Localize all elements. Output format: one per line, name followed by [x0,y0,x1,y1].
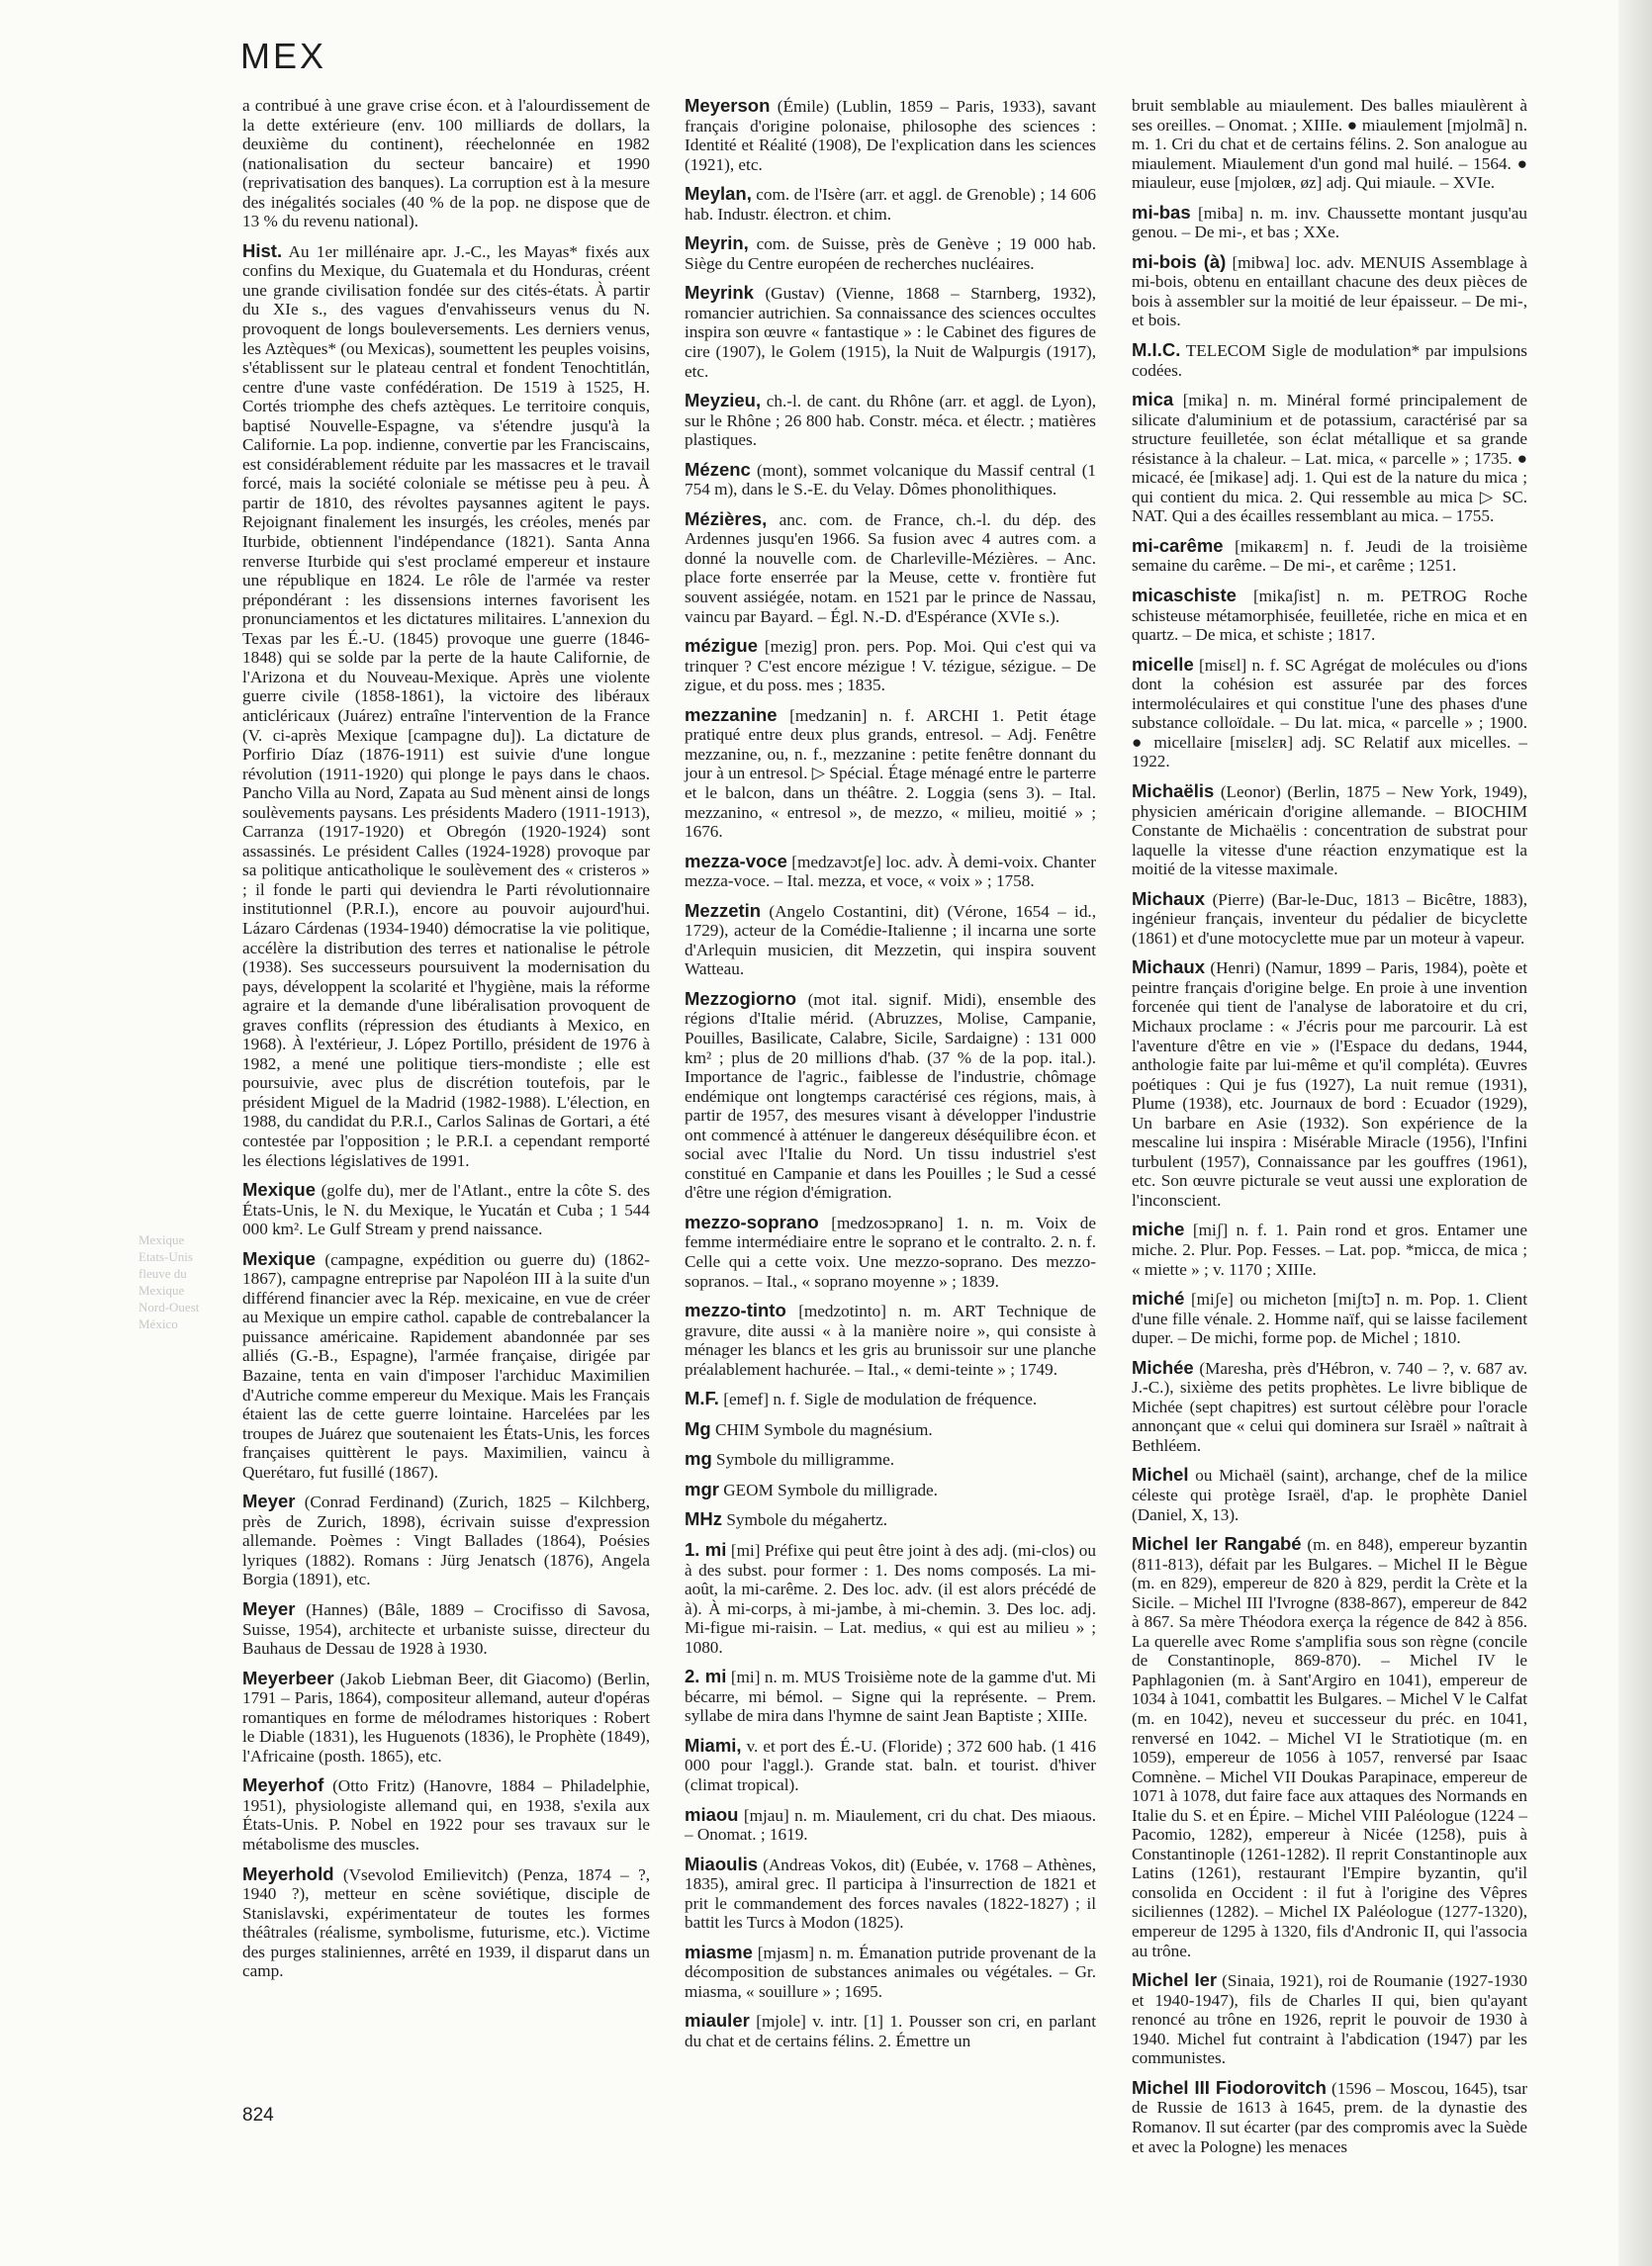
dictionary-entry [685,1301,1096,1379]
entry-headword: Meyerhof [242,1774,324,1796]
dictionary-entry [685,1736,1096,1795]
dictionary-entry [1132,1289,1527,1348]
entry-definition: [mikaʃist] n. m. PETROG Roche schisteuse métamorphisée, feuilletée, riche en mica et en quartz. – De mica, et schiste ; 1817. [1132,587,1527,645]
entry-definition: (Leonor) (Berlin, 1875 – New York, 1949), physicien américain d'origine allemande. – BIOCHIM Constante de Michaëlis : concentration de substrat pour laquelle la vitesse d'une réaction enzymatique est la moitié de la vitesse maximale. [1132,781,1528,879]
dictionary-entry [685,233,1096,273]
dictionary-entry [685,1389,1096,1409]
entry-definition: (Vsevolod Emilievitch) (Penza, 1874 – ?, 1940 ?), metteur en scène soviétique, disciple de Stanislavski, expérimentateur de toutes les formes théâtrales (réalisme, symbolisme, futurisme, etc.). Victime des purges staliniennes, arrêté en 1939, il disparut dans un camp. [242,1864,650,1981]
entry-headword: M.F. [685,1388,719,1409]
entry-definition: (Pierre) (Bar-le-Duc, 1813 – Bicêtre, 1883), ingénieur français, inventeur du pédalier de bicyclette (1861) et d'une motocyclette mue par un moteur à vapeur. [1132,889,1528,948]
dictionary-entry [242,1775,650,1854]
entry-definition: ch.-l. de cant. du Rhône (arr. et aggl. de Lyon), sur le Rhône ; 26 800 hab. Constr. méca. et électr. ; matières plastiques. [685,392,1096,450]
entry-definition: [medzotinto] n. m. ART Technique de gravure, dite aussi « à la manière noire », qui consiste à ménager les blancs et les gris au brunissoir sur une planche préalablement hachurée. – Ital., « demi-teinte » ; 1749. [685,1302,1096,1379]
entry-definition: (Henri) (Namur, 1899 – Paris, 1984), poète et peintre français d'origine belge. En proie à une invention forcenée qui tient de l'analyse de laboratoire et du cri, Michaux proclame : « J'écris pour me parcourir. Là est l'aventure d'être en vie » (l'Espace du dedans, 1944, anthologie faite par lui-même et qu'il compléta). Œuvres poétiques : Qui je fus (1927), La nuit remue (1931), Plume (1938), etc. Journaux de bord : Ecuador (1929), Un barbare en Asie (1932). Son expérience de la mescaline lui inspira : Misérable Miracle (1956), l'Infini turbulent (1957), Connaissance par les gouffres (1961), etc. Son œuvre picturale se veut aussi une exploration de l'inconscient. [1132,958,1527,1210]
entry-definition: (Andreas Vokos, dit) (Eubée, v. 1768 – Athènes, 1835), amiral grec. Il participa à l'insurrection de 1821 et prit le commandement des forces navales (1822-1827) ; il battit les Turcs à Modon (1825). [685,1855,1097,1933]
dictionary-entry [685,2011,1096,2050]
dictionary-entry [242,1492,650,1589]
entry-definition: [mikaʀɛm] n. f. Jeudi de la troisième semaine du carême. – De mi-, et carême ; 1251. [1132,536,1528,576]
entry-headword: Meyrin, [685,232,749,254]
entry-headword: Mexique [242,1247,317,1269]
dictionary-entry [242,1180,650,1239]
entry-headword: mi-bas [1132,201,1191,223]
entry-headword: mica [1132,389,1174,410]
dictionary-entry [685,1943,1096,2002]
entry-headword: mézigue [685,635,759,657]
entry-definition: bruit semblable au miaulement. Des balles miaulèrent à ses oreilles. – Onomat. ; XIIIe. ● miaulement [mjolmã] n. m. 1. Cri du chat et de certains félins. 2. Son analogue au miaulement. Miaulement d'un gond mal huilé. – 1564. ● miauleur, euse [mjolœʀ, øz] adj. Qui miaule. – XVIe. [1132,96,1527,193]
dictionary-entry [242,96,650,231]
dictionary-entry [685,391,1096,450]
entry-headword: M.I.C. [1132,339,1181,361]
dictionary-entry [1132,536,1527,576]
dictionary-entry [685,636,1096,695]
entry-definition: [mibwa] loc. adv. MENUIS Assemblage à mi-bois, obtenu en entaillant chacune des deux pièces de bois à assembler sur la moitié de leur épaisseur. – De mi-, et bois. [1132,252,1528,330]
entry-definition: GEOM Symbole du milligrade. [723,1480,938,1499]
entry-definition: (mont), sommet volcanique du Massif central (1 754 m), dans le S.-E. du Velay. Dômes phonolithiques. [685,460,1097,499]
entry-headword: Mezzetin [685,899,762,921]
dictionary-entry [1132,1970,1527,2068]
entry-headword: Michel Ier Rangabé [1132,1533,1302,1555]
entry-headword: Meyer [242,1598,296,1620]
scan-edge-shadow [1618,0,1652,2266]
entry-headword: Mg [685,1417,711,1439]
entry-headword: miche [1132,1219,1185,1240]
column-3 [1132,96,1528,2156]
dictionary-entry [1132,390,1527,526]
entry-definition: [mika] n. m. Minéral formé principalement de silicate d'aluminium et de potassium, caractérisé par sa structure feuilletée, son éclat métallique et sa grande résistance à la chaleur. – Lat. mica, « parcelle » ; 1735. ● micacé, ée [mikase] adj. 1. Qui est de la nature du mica ; qui contient du mica. 2. Qui ressemble au mica ▷ SC. NAT. Qui a des écailles ressemblant au mica. – 1755. [1132,391,1527,526]
entry-definition: [mjau] n. m. Miaulement, cri du chat. Des miaous. – Onomat. ; 1619. [685,1805,1096,1845]
entry-headword: micaschiste [1132,585,1237,606]
dictionary-entry [685,989,1096,1203]
entry-definition: (mot ital. signif. Midi), ensemble des régions d'Italie mérid. (Abruzzes, Molise, Campanie, Pouilles, Basilicate, Calabre, Sicile, Sardaigne) : 131 000 km² ; plus de 20 millions d'hab. (37 % de la pop. ital.). Importance de l'agric., faiblesse de l'industrie, chômage endémique ont longtemps caractérisé ces régions, mais, à partir de 1957, des mesures visant à développer l'industrie ont commencé à atténuer le dangereux déséquilibre écon. et social avec l'Italie du Nord. Un tissu industriel s'est constitué en Campanie et dans les Pouilles ; le Sud a cessé d'être une région d'émigration. [685,989,1096,1203]
entry-definition: (Angelo Costantini, dit) (Vérone, 1654 – id., 1729), acteur de la Comédie-Italienne ; il incarna une sorte d'Arlequin musicien, dit Mezzetin, qui inspira souvent Watteau. [685,901,1097,979]
entry-definition: ou Michaël (saint), archange, chef de la milice céleste qui protège Israël, d'ap. le prophète Daniel (Daniel, X, 13). [1132,1466,1527,1524]
dictionary-entry [242,1599,650,1659]
dictionary-entry [242,1864,650,1981]
dictionary-entry [685,283,1096,381]
dictionary-entry [1132,2078,1527,2156]
dictionary-entry [1132,1465,1527,1524]
entry-headword: 1. mi [685,1539,727,1560]
entry-definition: [medzanin] n. f. ARCHI 1. Petit étage pratiqué entre deux plus grands, entresol. – Adj. Fenêtre mezzanine, ou, n. f., mezzanine : petite fenêtre donnant du jour à un entresol. ▷ Spécial. Étage ménagé entre le parterre et le balcon, dans un théâtre. 2. Loggia (sens 3). – Ital. mezzanino, « entresol », de mezzo, « milieu, moitié » ; 1676. [685,705,1097,842]
entry-definition: [misɛl] n. f. SC Agrégat de molécules ou d'ions dont la cohésion est assurée par des forces intermoléculaires et qui constitue l'une des phases d'une substance colloïdale. – Du lat. mica, « parcelle » ; 1900. ● micellaire [misɛlɛʀ] adj. SC Relatif aux micelles. – 1922. [1132,655,1528,771]
entry-headword: Mezzogiorno [685,987,797,1009]
dictionary-entry [685,705,1096,842]
entry-headword: Meyer [242,1491,296,1512]
entry-definition: [mi] Préfixe qui peut être joint à des adj. (mi-clos) ou à des subst. pour former : 1. Des noms composés. La mi-août, la mi-carême. 2. Des loc. adv. (il est alors précédé de à). À mi-corps, à mi-jambe, à mi-chemin. 3. Des loc. adj. Mi-figue mi-raisin. – Lat. medius, « qui est au milieu » ; 1080. [685,1541,1096,1657]
entry-definition: [medzosɔpʀano] 1. n. m. Voix de femme intermédiaire entre le soprano et le contralto. 2. n. f. Celle qui a cette voix. Une mezzo-soprano. Des mezzo-sopranos. – Ital., « soprano moyenne » ; 1839. [685,1213,1097,1291]
entry-definition: com. de Suisse, près de Genève ; 19 000 hab. Siège du Centre européen de recherches nucléaires. [685,234,1097,273]
dictionary-entry [685,1419,1096,1440]
dictionary-entry [1132,781,1527,879]
entry-definition: (campagne, expédition ou guerre du) (1862-1867), campagne entreprise par Napoléon III à la suite d'un différend financier avec la Rép. mexicaine, en vue de créer au Mexique un empire cathol. capable de contrebalancer la puissance américaine. Rapidement abandonnée par ses alliés (G.-B., Espagne), l'armée française, dirigée par Bazaine, tenta en vain d'imposer l'archiduc Maximilien d'Autriche comme empereur du Mexique. Mais les Français étaient las de cette guerre lointaine. Harcelées par les troupes de Juárez que soutenaient les États-Unis, les forces françaises quittèrent le pays. Maximilien, vaincu à Querétaro, fut fusillé (1867). [242,1249,650,1482]
dictionary-entry [1132,655,1527,771]
entry-definition: TELECOM Sigle de modulation* par impulsions codées. [1132,341,1527,380]
entry-definition: (Otto Fritz) (Hanovre, 1884 – Philadelphie, 1951), physiologiste allemand qui, en 1938, s'exila aux États-Unis. P. Nobel en 1922 pour ses travaux sur le métabolisme des muscles. [242,1776,650,1855]
entry-headword: mezzo-soprano [685,1211,819,1232]
entry-headword: MHz [685,1508,723,1530]
dictionary-entry [1132,586,1527,645]
entry-definition: [emef] n. f. Sigle de modulation de fréquence. [723,1390,1038,1409]
entry-definition: (1596 – Moscou, 1645), tsar de Russie de 1613 à 1645, prem. de la dynastie des Romanov. Il sut écarter (par des compromis avec la Suède et avec la Pologne) les menaces [1132,2078,1527,2156]
dictionary-entry [1132,1358,1527,1456]
dictionary-entry [1132,203,1527,242]
dictionary-entry [685,509,1096,626]
entry-headword: mezzo-tinto [685,1300,786,1321]
dictionary-entry [1132,1220,1527,1279]
entry-headword: Michel [1132,1464,1189,1486]
entry-headword: mi-bois (à) [1132,250,1227,272]
entry-headword: Michaux [1132,887,1206,909]
entry-headword: Meyerson [685,95,771,116]
entry-headword: miaou [685,1803,739,1825]
entry-headword: mezzanine [685,703,778,725]
entry-definition: anc. com. de France, ch.-l. du dép. des Ardennes jusqu'en 1966. Sa fusion avec 4 autres com. a donné la nouvelle com. de Charleville-Mézières. – Anc. place forte enserrée par la Meuse, cette v. frontière fut souvent assiégée, notam. en 1521 par le prince de Nassau, vaincu par Bayard. – Égl. N.-D. d'Espérance (XVIe s.). [685,509,1096,626]
entry-headword: Michaëlis [1132,779,1215,801]
dictionary-entry [685,1855,1096,1933]
dictionary-entry [1132,957,1527,1210]
entry-definition: [miʃe] ou micheton [miʃtɔ̃] n. m. Pop. 1. Client d'une fille vénale. 2. Homme naïf, qui se laisse facilement duper. – De michi, forme pop. de Michel ; 1810. [1132,1290,1527,1348]
entry-headword: Meylan, [685,183,752,205]
entry-definition: (golfe du), mer de l'Atlant., entre la côte S. des États-Unis, le N. du Mexique, le Yucatán et Cuba ; 1 544 000 km². Le Gulf Stream y prend naissance. [242,1181,651,1239]
entry-headword: Mézenc [685,458,751,480]
entry-definition: (Jakob Liebman Beer, dit Giacomo) (Berlin, 1791 – Paris, 1864), compositeur allemand, auteur d'opéras romantiques en forme de mélodrames historiques : Robert le Diable (1831), les Huguenots (1836), le Prophète (1849), l'Africaine (posth. 1865), etc. [242,1669,650,1766]
entry-headword: Hist. [242,239,283,261]
dictionary-entry [1132,252,1527,330]
dictionary-entry [242,1249,650,1483]
dictionary-entry [685,852,1096,891]
dictionary-entry [1132,889,1527,949]
entry-headword: miché [1132,1288,1185,1310]
dictionary-entry [685,1540,1096,1657]
entry-headword: Michel III Fiodorovitch [1132,2076,1327,2098]
entry-headword: Michaux [1132,956,1206,978]
entry-headword: Miaoulis [685,1853,759,1874]
entry-definition: [mjole] v. intr. [1] 1. Pousser son cri, en parlant du chat et de certains félins. 2. Émettre un [685,2012,1097,2051]
entry-definition: v. et port des É.-U. (Floride) ; 372 600 hab. (1 416 000 pour l'aggl.). Grande stat. baln. et tourist. d'hiver (climat tropical). [685,1736,1096,1795]
entry-definition: (Émile) (Lublin, 1859 – Paris, 1933), savant français d'origine polonaise, philosophe des sciences : Identité et Réalité (1908), De l'explication dans les sciences (1921), etc. [685,97,1097,174]
entry-headword: Michée [1132,1356,1194,1378]
column-2 [685,96,1096,2082]
entry-definition: [mjasm] n. m. Émanation putride provenant de la décomposition de substances animales ou végétales. – Gr. miasma, « souillure » ; 1695. [685,1943,1097,2001]
entry-headword: miauler [685,2010,750,2032]
entry-definition: [miʃ] n. f. 1. Pain rond et gros. Entamer une miche. 2. Plur. Pop. Fesses. – Lat. pop. *micca, de mica ; « miette » ; v. 1170 ; XIIIe. [1132,1221,1528,1279]
entry-definition: (Conrad Ferdinand) (Zurich, 1825 – Kilchberg, près de Zurich, 1898), écrivain suisse d'expression allemande. Poèmes : Vingt Ballades (1864), Poésies lyriques (1882). Romans : Jürg Jenatsch (1876), Angela Borgia (1891), etc. [242,1493,651,1589]
entry-headword: Miami, [685,1734,742,1756]
entry-definition: (Sinaia, 1921), roi de Roumanie (1927-1930 et 1940-1947), fils de Charles II qui, bien qu'ayant renoncé au trône en 1926, reprit le pouvoir de 1930 à 1940. Michel fut contraint à l'abdication (1947) par les communistes. [1132,1971,1527,2068]
dictionary-entry [1132,96,1527,193]
entry-headword: Meyerbeer [242,1667,334,1688]
entry-definition: (Maresha, près d'Hébron, v. 740 – ?, v. 687 av. J.-C.), sixième des petits prophètes. Le livre biblique de Michée (sept chapitres) est surtout célèbre pour l'oracle annonçant que « celui qui dominera sur Israël » naîtrait à Bethléem. [1132,1358,1527,1455]
entry-definition: a contribué à une grave crise écon. et à l'alourdissement de la dette extérieure (env. 100 milliards de dollars, la deuxième du continent), réechelonnée en 1982 (nationalisation du secteur bancaire) et 1990 (reprivatisation des banques). La corruption est à la mesure des inégalités sociales (40 % de la pop. ne dispose que de 13 % du revenu national). [242,96,650,231]
entry-headword: Meyerhold [242,1862,334,1884]
entry-headword: Michel Ier [1132,1969,1218,1991]
column-1 [242,96,650,2082]
entry-definition: Au 1er millénaire apr. J.-C., les Mayas* fixés aux confins du Mexique, du Guatemala et du Honduras, créent une grande civilisation fondée sur des cités-états. À partir du XIe s., des vagues d'envahisseurs venus du N. provoquent de longs bouleversements. Les derniers venus, les Aztèques* (ou Mexicas), soumettent les peuples voisins, s'établissent sur le plateau central et fondent Tenochtitlán, centre d'une vaste confédération. De 1519 à 1525, H. Cortés triomphe des chefs aztèques. Le territoire conquis, baptisé Nouvelle-Espagne, va s'étendre jusqu'à la Californie. La pop. indienne, convertie par les Franciscains, est considérablement réduite par les massacres et le travail forcé, mais la société coloniale se métisse peu à peu. À partir de 1810, des révoltes paysannes agitent le pays. Rejoignant finalement les insurgés, les créoles, menés par Iturbide, obtiennent l'indépendance (1821). Santa Anna renverse Iturbide qui s'est proclamé empereur et instaure une république en 1824. Le rôle de l'armée va rester prépondérant : les dissensions internes favorisent les pronunciamentos et les dictatures militaires. L'annexion du Texas par les É.-U. (1845) provoque une guerre (1846-1848) qui se solde par la perte de la haute Californie, de l'Arizona et du Nouveau-Mexique. Après une violente guerre civile (1858-1861), la victoire des libéraux anticléricaux (Juárez) entraîne l'intervention de la France (V. ci-après Mexique [campagne du]). La dictature de Porfirio Díaz (1876-1911) est suivie d'une longue révolution (1911-1920) qui plonge le pays dans le chaos. Pancho Villa au Nord, Zapata au Sud mènent ainsi de longs soulèvements paysans. Les présidents Madero (1911-1913), Carranza (1917-1920) et Obregón (1920-1924) sont assassinés. Le président Calles (1924-1928) provoque par sa politique anticatholique le soulèvement des « cristeros » ; il fonde le parti qui deviendra le Parti révolutionnaire institutionnel (P.R.I.), encore au pouvoir aujourd'hui. Lázaro Cárdenas (1934-1940) démocratise la vie politique, accélère la distribution des terres et nationalise le pétrole (1938). Ses successeurs poursuivent la modernisation du pays, développent la scolarité et l'hygiène, mais la réforme agraire et la demande d'une libéralisation provoquent de graves conflits (répression des étudiants à Mexico, en 1968). À l'extérieur, J. López Portillo, président de 1976 à 1982, a mené une politique tiers-mondiste ; elle est poursuivie, avec plus de discrétion toutefois, par le président Miguel de la Madrid (1982-1988). L'élection, en 1988, du candidat du P.R.I., Carlos Salinas de Gortari, a été contestée par l'opposition ; le P.R.I. a cependant remporté les élections législatives de 1991. [242,241,650,1170]
dictionary-entry [685,460,1096,499]
dictionary-entry [685,184,1096,224]
dictionary-entry [685,96,1096,174]
entry-definition: [medzavɔtʃe] loc. adv. À demi-voix. Chanter mezza-voce. – Ital. mezza, et voce, « voix » ; 1758. [685,852,1096,891]
dictionary-entry [1132,340,1527,380]
dictionary-entry [685,1480,1096,1500]
entry-headword: Meyrink [685,282,754,304]
entry-headword: mi-carême [1132,534,1224,556]
dictionary-entry [685,1509,1096,1530]
entry-headword: mezza-voce [685,850,787,871]
show-through-text: Mexique Etats-Unis fleuve du Mexique Nord-Ouest México [138,1232,200,1331]
entry-headword: Mexique [242,1179,317,1201]
entry-headword: mgr [685,1478,719,1499]
entry-definition: Symbole du milligramme. [716,1450,895,1470]
entry-definition: CHIM Symbole du magnésium. [715,1419,933,1439]
entry-headword: Mézières, [685,507,768,529]
dictionary-entry [1132,1534,1527,1960]
entry-definition: (Hannes) (Bâle, 1889 – Crocifisso di Savosa, Suisse, 1954), architecte et urbaniste suisse, directeur du Bauhaus de Dessau de 1928 à 1930. [242,1600,650,1659]
dictionary-entry [685,1449,1096,1470]
dictionary-entry [685,1667,1096,1726]
dictionary-entry [242,241,650,1170]
entry-definition: [miba] n. m. inv. Chaussette montant jusqu'au genou. – De mi-, et bas ; XXe. [1132,203,1528,242]
entry-definition: Symbole du mégahertz. [726,1510,888,1530]
dictionary-entry [685,1805,1096,1845]
entry-definition: (m. en 848), empereur byzantin (811-813), défait par les Bulgares. – Michel II le Bègue (m. en 829), empereur de 820 à 829, perdit la Crète et la Sicile. – Michel III l'Ivrogne (838-867), empereur de 842 à 867. Sa mère Théodora exerça la régence de 842 à 856. La querelle avec Rome s'amplifia sous son règne (concile de Constantinople, 869-870). – Michel IV le Paphlagonien (m. à Sant'Argiro en 1041), empereur de 1034 à 1041, combattit les Bulgares. – Michel V le Calfat (m. en 1042), neveu et successeur du préc. en 1041, renversé en 1042. – Michel VI le Stratiotique (m. en 1059), empereur de 1056 à 1057, renversé par Isaac Comnène. – Michel VII Doukas Parapinace, empereur de 1071 à 1078, dut faire face aux attaques des Normands en Italie du S. et en Épire. – Michel VIII Paléologue (1224 – Pacomio, 1282), empereur à Nicée (1258), puis à Constantinople (1261-1282). Il reprit Constantinople aux Latins (1261), restaurant l'Empire byzantin, qu'il consolida en Occident : il fut à l'origine des Vêpres siciliennes (1282). – Michel IX Paléologue (1277-1320), empereur de 1295 à 1320, fils d'Andronic II, qui l'associa au trône. [1132,1535,1527,1960]
entry-definition: [mezig] pron. pers. Pop. Moi. Qui c'est qui va trinquer ? C'est encore mézigue ! V. tézigue, sézigue. – De zigue, et du poss. mes ; 1835. [685,637,1096,695]
entry-definition: (Gustav) (Vienne, 1868 – Starnberg, 1932), romancier autrichien. Sa connaissance des sciences occultes inspira son œuvre « fantastique » : le Cabinet des figures de cire (1907), le Golem (1915), la Nuit de Walpurgis (1917), etc. [685,284,1096,381]
entry-headword: mg [685,1448,712,1470]
dictionary-entry [242,1669,650,1767]
entry-headword: 2. mi [685,1666,727,1687]
page-number: 824 [242,2105,274,2126]
entry-headword: miasme [685,1941,753,1962]
dictionary-entry [685,1213,1096,1291]
entry-definition: [mi] n. m. MUS Troisième note de la gamme d'ut. Mi bécarre, mi bémol. – Signe qui la représente. – Prem. syllabe de mira dans l'hymne de saint Jean Baptiste ; XIIIe. [685,1668,1096,1726]
entry-headword: micelle [1132,653,1194,675]
dictionary-entry [685,901,1096,979]
entry-definition: com. de l'Isère (arr. et aggl. de Grenoble) ; 14 606 hab. Industr. électron. et chim. [685,185,1096,224]
entry-headword: Meyzieu, [685,390,762,411]
running-head: MEX [240,36,327,76]
